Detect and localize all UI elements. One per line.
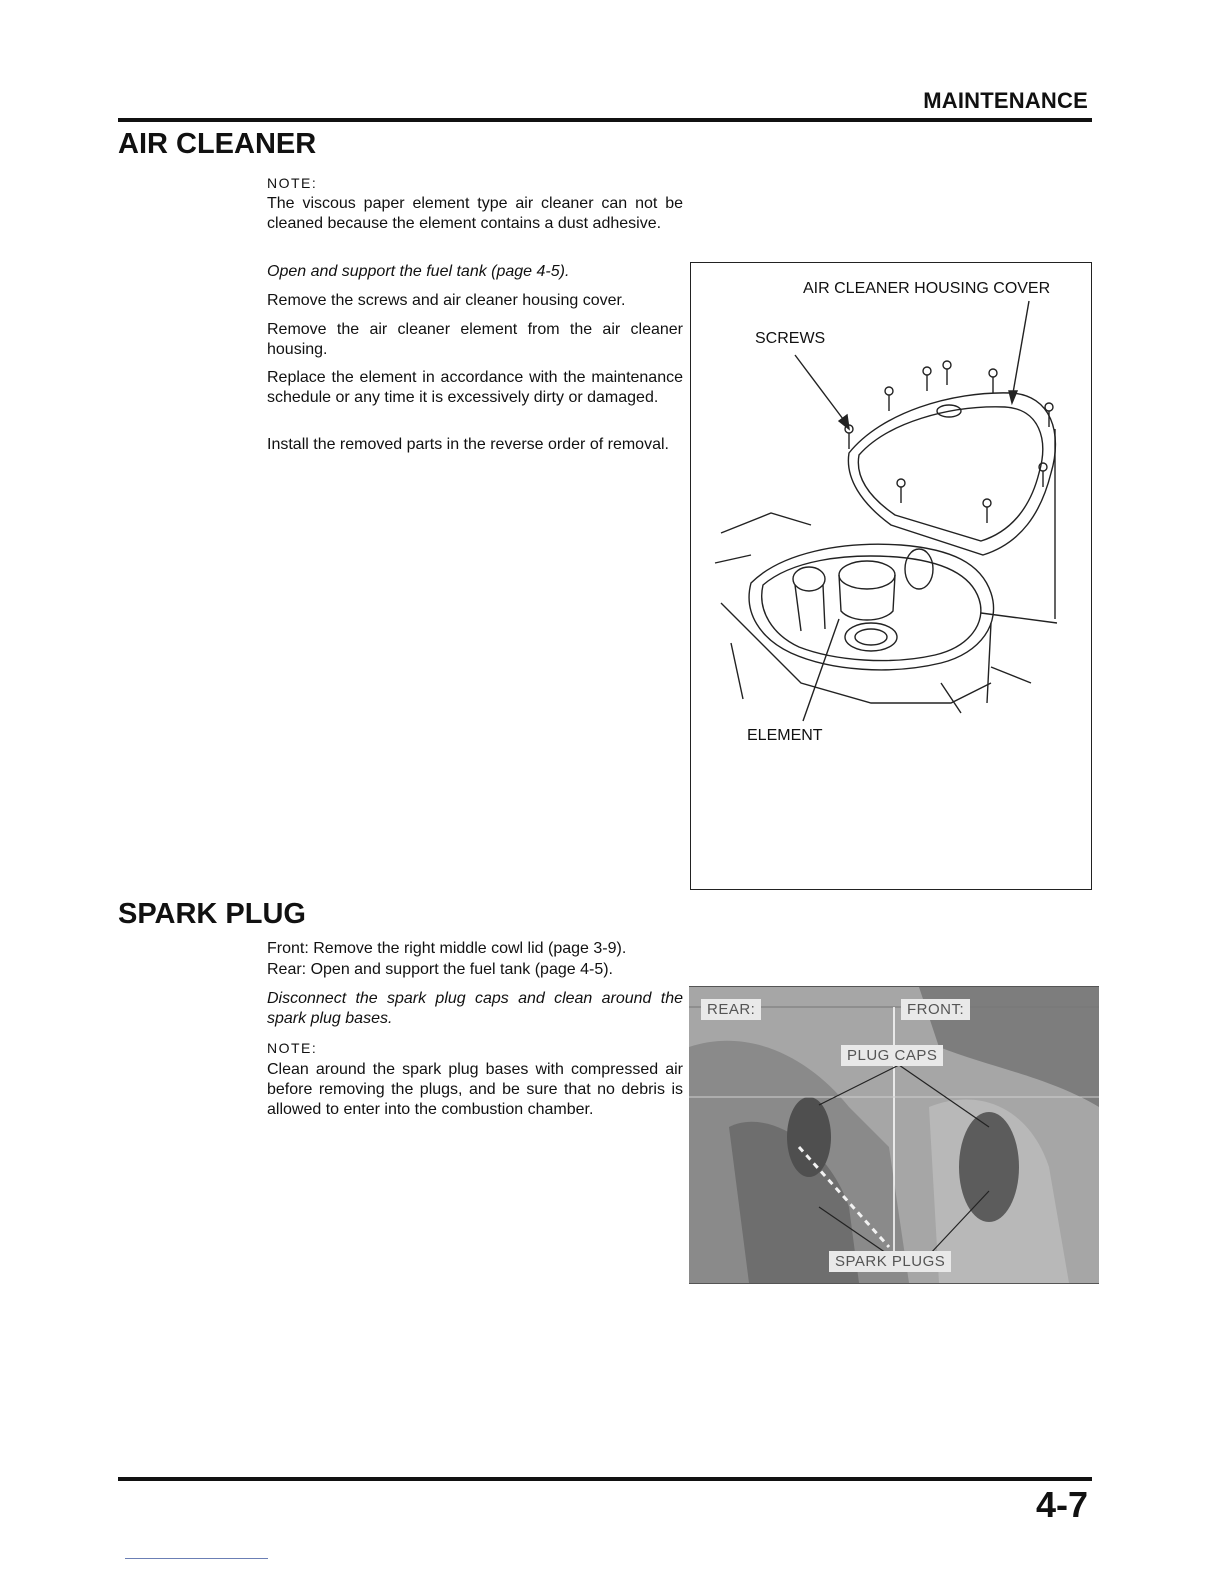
air-cleaner-note-text: The viscous paper element type air cleaner can not be cleaned because the element contains a dust adhesive. (267, 195, 683, 232)
footer-link-line (125, 1558, 268, 1559)
figure-label-element: ELEMENT (747, 727, 823, 744)
header-rule (118, 118, 1092, 122)
air-cleaner-illustration (691, 263, 1091, 889)
footer-rule (118, 1477, 1092, 1481)
spark-plug-front-instruction: Front: Remove the right middle cowl lid (page 3-9). (267, 940, 627, 957)
air-cleaner-step-1: Open and support the fuel tank (page 4-5). (267, 263, 570, 280)
air-cleaner-step-5: Install the removed parts in the reverse order of removal. (267, 436, 669, 453)
spark-plug-note-label: NOTE: (267, 1040, 318, 1056)
spark-plug-step: Disconnect the spark plug caps and clean around the spark plug bases. (267, 990, 683, 1027)
air-cleaner-step-4: Replace the element in accordance with the maintenance schedule or any time it is excessively dirty or damaged. (267, 369, 683, 406)
photo-tag-rear: REAR: (701, 999, 761, 1020)
air-cleaner-step-3: Remove the air cleaner element from the air cleaner housing. (267, 321, 683, 358)
photo-tag-plug-caps: PLUG CAPS (841, 1045, 943, 1066)
spark-plug-note-text: Clean around the spark plug bases with compressed air before removing the plugs, and be sure that no debris is allowed to enter into the combustion chamber. (267, 1061, 683, 1118)
air-cleaner-figure (690, 262, 1092, 890)
spark-plug-rear-instruction: Rear: Open and support the fuel tank (page 4-5). (267, 961, 613, 978)
air-cleaner-step-2: Remove the screws and air cleaner housing cover. (267, 292, 626, 309)
air-cleaner-title: AIR CLEANER (118, 128, 317, 160)
photo-tag-spark-plugs: SPARK PLUGS (829, 1251, 951, 1272)
air-cleaner-note-label: NOTE: (267, 175, 318, 191)
running-header: MAINTENANCE (923, 88, 1088, 113)
photo-tag-front: FRONT: (901, 999, 970, 1020)
spark-plug-photo (689, 986, 1099, 1284)
page-number: 4-7 (1035, 1484, 1088, 1525)
spark-plug-photo-art (689, 987, 1099, 1283)
figure-label-screws: SCREWS (755, 330, 826, 347)
figure-label-housing-cover: AIR CLEANER HOUSING COVER (803, 280, 1051, 297)
spark-plug-title: SPARK PLUG (118, 898, 306, 930)
